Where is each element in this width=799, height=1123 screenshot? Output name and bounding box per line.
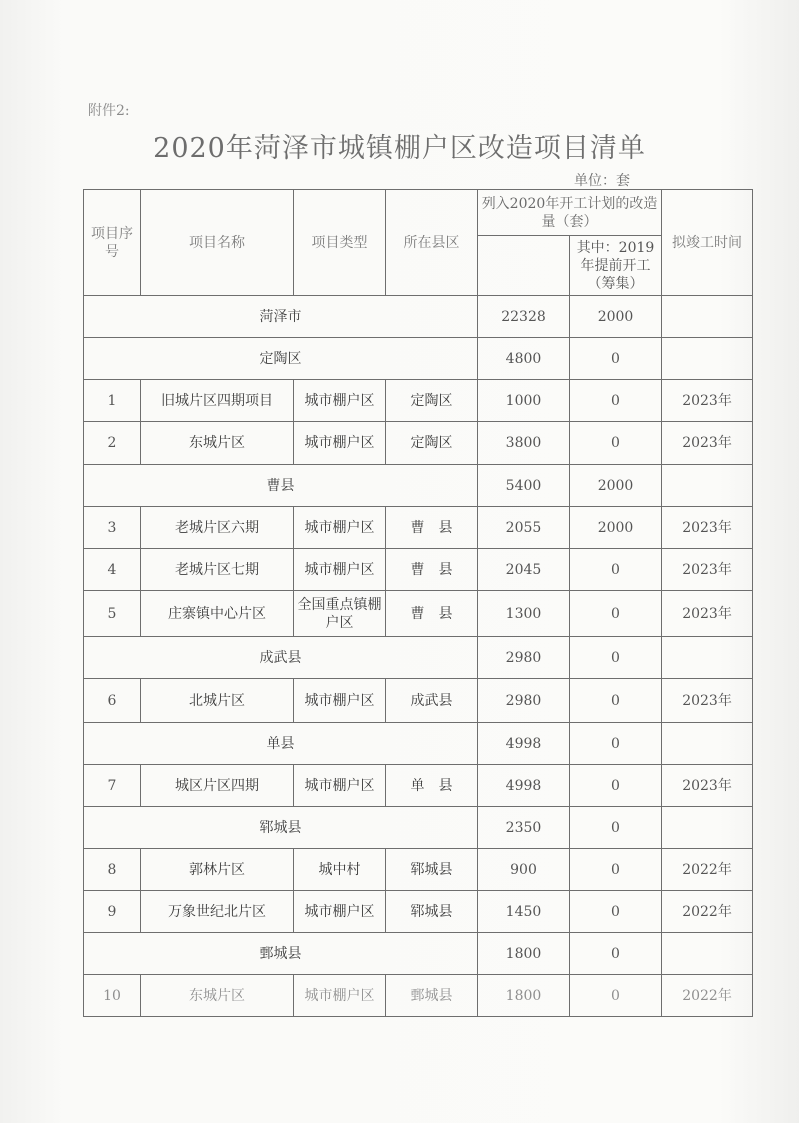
- completion-cell: 2023年: [662, 549, 753, 591]
- table-row: [84, 891, 753, 933]
- advance-cell: 0: [570, 723, 662, 765]
- summary-row: [84, 933, 753, 975]
- project-name-cell: 庄寨镇中心片区: [141, 591, 294, 637]
- table-row: [84, 549, 753, 591]
- plan-cell: 2055: [478, 507, 570, 549]
- plan-cell: 4998: [478, 723, 570, 765]
- county-cell: 郓城县: [386, 849, 478, 891]
- completion-cell: [662, 933, 753, 975]
- region-name-cell: 鄄城县: [84, 933, 478, 975]
- project-name-cell: 万象世纪北片区: [141, 891, 294, 933]
- completion-cell: [662, 296, 753, 338]
- seq-cell: 2: [84, 422, 141, 465]
- region-name-cell: 郓城县: [84, 807, 478, 849]
- project-name-cell: 东城片区: [141, 422, 294, 465]
- completion-cell: 2022年: [662, 849, 753, 891]
- county-cell: 郓城县: [386, 891, 478, 933]
- table-row: [84, 591, 753, 637]
- completion-cell: 2023年: [662, 765, 753, 807]
- plan-cell: 4800: [478, 338, 570, 380]
- plan-cell: 2980: [478, 637, 570, 679]
- county-cell: 成武县: [386, 679, 478, 723]
- region-name-cell: 定陶区: [84, 338, 478, 380]
- completion-cell: 2023年: [662, 507, 753, 549]
- region-name-cell: 曹县: [84, 465, 478, 507]
- seq-cell: 3: [84, 507, 141, 549]
- plan-cell: 1450: [478, 891, 570, 933]
- plan-cell: 900: [478, 849, 570, 891]
- county-cell: 曹 县: [386, 549, 478, 591]
- advance-cell: 0: [570, 975, 662, 1017]
- region-name-cell: 菏泽市: [84, 296, 478, 338]
- table-row: [84, 380, 753, 422]
- plan-cell: 4998: [478, 765, 570, 807]
- project-name-cell: 旧城片区四期项目: [141, 380, 294, 422]
- completion-cell: 2023年: [662, 679, 753, 723]
- header-completion: 拟竣工时间: [662, 190, 753, 296]
- summary-row: [84, 465, 753, 507]
- project-type-cell: 城市棚户区: [294, 765, 386, 807]
- completion-cell: 2023年: [662, 591, 753, 637]
- seq-cell: 5: [84, 591, 141, 637]
- summary-row: [84, 723, 753, 765]
- project-name-cell: 郭林片区: [141, 849, 294, 891]
- seq-cell: 6: [84, 679, 141, 723]
- table-row: [84, 849, 753, 891]
- county-cell: 曹 县: [386, 507, 478, 549]
- advance-cell: 0: [570, 591, 662, 637]
- plan-cell: 2045: [478, 549, 570, 591]
- seq-cell: 4: [84, 549, 141, 591]
- project-name-cell: 北城片区: [141, 679, 294, 723]
- table-row: [84, 679, 753, 723]
- summary-row: [84, 807, 753, 849]
- seq-cell: 7: [84, 765, 141, 807]
- advance-cell: 2000: [570, 296, 662, 338]
- completion-cell: [662, 723, 753, 765]
- plan-cell: 1300: [478, 591, 570, 637]
- plan-cell: 3800: [478, 422, 570, 465]
- project-type-cell: 城中村: [294, 849, 386, 891]
- plan-cell: 5400: [478, 465, 570, 507]
- table-row: [84, 507, 753, 549]
- advance-cell: 0: [570, 380, 662, 422]
- seq-cell: 1: [84, 380, 141, 422]
- plan-cell: 1800: [478, 975, 570, 1017]
- region-name-cell: 单县: [84, 723, 478, 765]
- attachment-label: 附件2:: [88, 103, 130, 119]
- project-type-cell: 城市棚户区: [294, 549, 386, 591]
- seq-cell: 10: [84, 975, 141, 1017]
- project-type-cell: 城市棚户区: [294, 380, 386, 422]
- header-seq: 项目序号: [84, 190, 141, 296]
- completion-cell: [662, 637, 753, 679]
- project-type-cell: 城市棚户区: [294, 679, 386, 723]
- table-row: [84, 975, 753, 1017]
- advance-cell: 0: [570, 933, 662, 975]
- header-advance: 其中：2019年提前开工（筹集）: [570, 236, 662, 296]
- advance-cell: 0: [570, 679, 662, 723]
- county-cell: 单 县: [386, 765, 478, 807]
- completion-cell: [662, 465, 753, 507]
- plan-cell: 2350: [478, 807, 570, 849]
- table-body: [84, 296, 753, 1017]
- county-cell: 定陶区: [386, 380, 478, 422]
- advance-cell: 2000: [570, 465, 662, 507]
- advance-cell: 0: [570, 849, 662, 891]
- completion-cell: 2023年: [662, 422, 753, 465]
- completion-cell: [662, 807, 753, 849]
- project-type-cell: 城市棚户区: [294, 422, 386, 465]
- unit-label: 单位：套: [574, 173, 630, 189]
- advance-cell: 0: [570, 891, 662, 933]
- county-cell: 定陶区: [386, 422, 478, 465]
- plan-cell: 22328: [478, 296, 570, 338]
- table-row: [84, 765, 753, 807]
- project-type-cell: 城市棚户区: [294, 891, 386, 933]
- plan-cell: 1000: [478, 380, 570, 422]
- project-name-cell: 城区片区四期: [141, 765, 294, 807]
- header-county: 所在县区: [386, 190, 478, 296]
- region-name-cell: 成武县: [84, 637, 478, 679]
- project-name-cell: 老城片区六期: [141, 507, 294, 549]
- completion-cell: 2022年: [662, 975, 753, 1017]
- advance-cell: 0: [570, 637, 662, 679]
- table-row: [84, 422, 753, 465]
- advance-cell: 2000: [570, 507, 662, 549]
- project-type-cell: 全国重点镇棚户区: [294, 591, 386, 637]
- seq-cell: 9: [84, 891, 141, 933]
- plan-cell: 1800: [478, 933, 570, 975]
- document-title: 2020年菏泽市城镇棚户区改造项目清单: [153, 133, 646, 164]
- advance-cell: 0: [570, 765, 662, 807]
- advance-cell: 0: [570, 422, 662, 465]
- completion-cell: [662, 338, 753, 380]
- project-type-cell: 城市棚户区: [294, 507, 386, 549]
- completion-cell: 2022年: [662, 891, 753, 933]
- advance-cell: 0: [570, 807, 662, 849]
- advance-cell: 0: [570, 338, 662, 380]
- header-name: 项目名称: [141, 190, 294, 296]
- plan-cell: 2980: [478, 679, 570, 723]
- header-type: 项目类型: [294, 190, 386, 296]
- project-name-cell: 老城片区七期: [141, 549, 294, 591]
- summary-row: [84, 338, 753, 380]
- header-plan: 列入2020年开工计划的改造量（套）: [478, 190, 662, 236]
- seq-cell: 8: [84, 849, 141, 891]
- completion-cell: 2023年: [662, 380, 753, 422]
- project-type-cell: 城市棚户区: [294, 975, 386, 1017]
- project-table: [83, 189, 753, 1017]
- county-cell: 曹 县: [386, 591, 478, 637]
- summary-row: [84, 296, 753, 338]
- advance-cell: 0: [570, 549, 662, 591]
- summary-row: [84, 637, 753, 679]
- project-name-cell: 东城片区: [141, 975, 294, 1017]
- county-cell: 鄄城县: [386, 975, 478, 1017]
